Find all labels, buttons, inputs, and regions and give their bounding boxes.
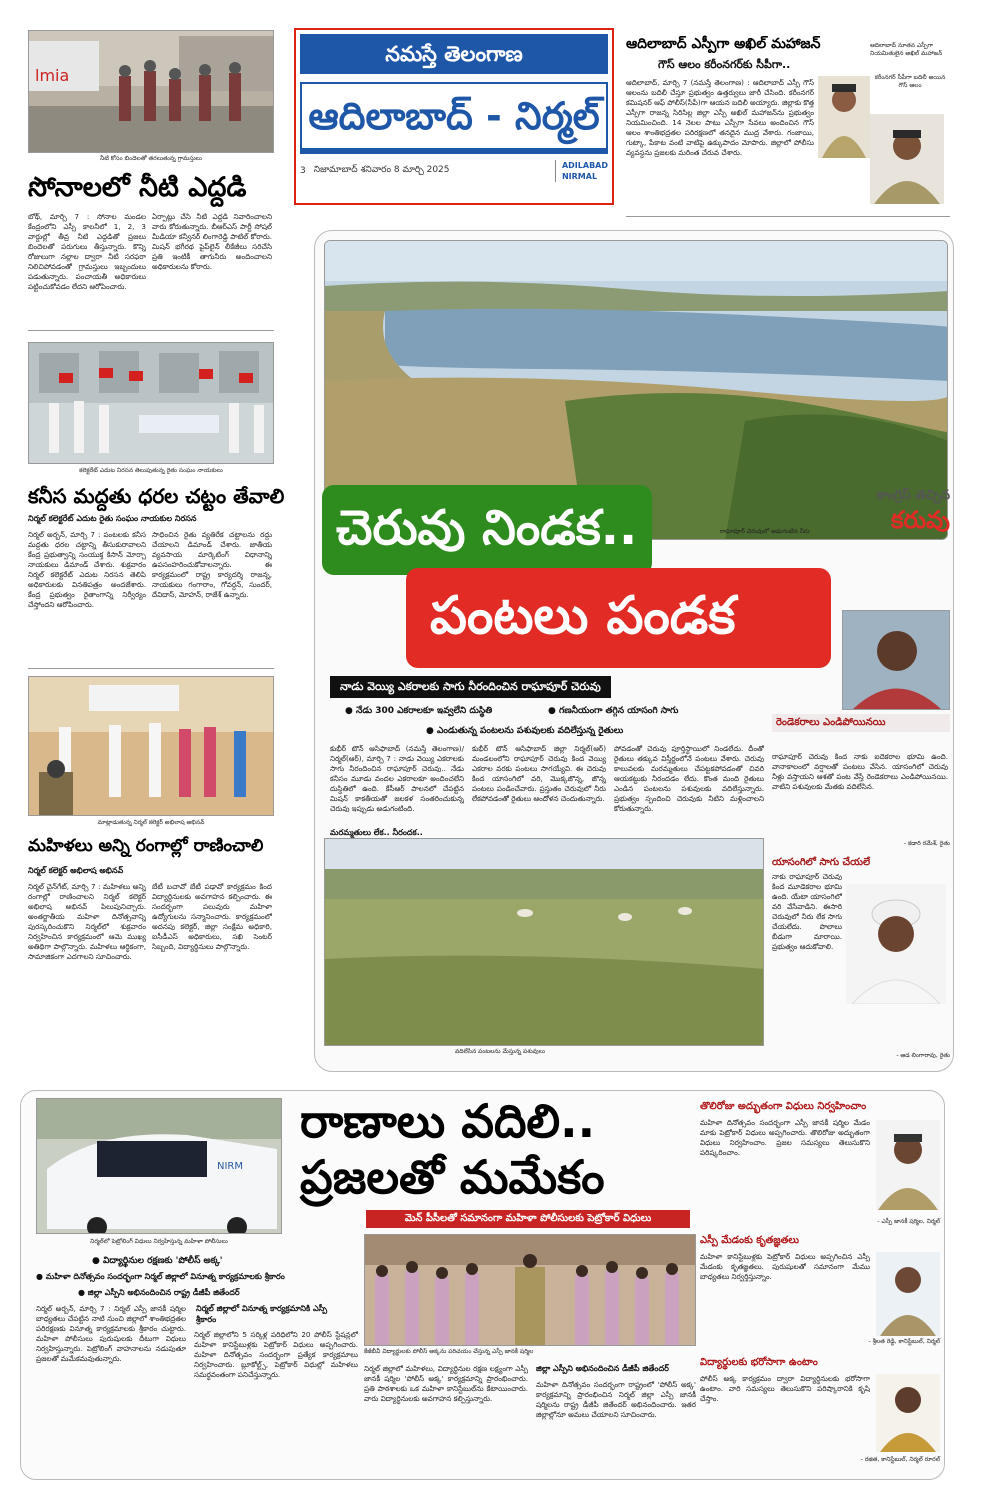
lake-bullet-3: ● ఎండుతున్న పంటలను పశువులకు వదిలేస్తున్న రైతులు <box>426 726 624 736</box>
dateline: నిజామాబాద్ శనివారం 8 మార్చి 2025 <box>313 165 450 175</box>
svg-text:NIRM: NIRM <box>217 1161 244 1172</box>
sp-photo-caption-1: ఆదిలాబాద్ నూతన ఎస్పీగా నియమితులైన అఖిల్ మహాజన్ <box>870 42 943 57</box>
police-photo-caption: నిర్మల్‌లో పెట్రోలింగ్ విధులు నిర్వహిస్తున్న మహిళా పోలీసులు <box>90 1238 228 1245</box>
police-bullet-1: ● విద్యార్థినుల రక్షణకు 'పోలీస్ అక్క' <box>92 1256 223 1266</box>
farmers-photo-caption: కలెక్టరేట్ ఎదుట నిరసన తెలుపుతున్న రైతు సంఘం నాయకులు <box>79 467 223 474</box>
farmers-subhead: నిర్మల్ కలెక్టరేట్ ఎదుట రైతు సంఘం నాయకుల నిరసన <box>28 514 197 523</box>
women-body-1: నిర్మల్ చైన్‌గేట్, మార్చి 7 : మహిళలు అన్ని రంగాల్లో రాణించాలని నిర్మల్ కలెక్టర్ అభిలాష అభినవ్ పిలుపునిచ్చారు. అంతర్జాతీయ మహిళా దినోత్సవాన్ని పురస్కరించుకొని నిర్మల్‌లో శుక్రవారం నిర్వహించిన కార్యక్రమంలో ఆమె ముఖ్య అతిథిగా పాల్గొన్నారు. మహిళలు ఆర్థికంగా, సామాజికంగా ఎదగాలని సూచించారు. <box>28 882 146 961</box>
police-box-3-sign: - రజిత, కానిస్టేబుల్, నిర్మల్ రూరల్ <box>860 1456 940 1463</box>
water-photo-caption: నీటి కోసం బిందెలతో తరలుతున్న గ్రామస్తులు <box>100 155 202 162</box>
police-col-3: నిర్మల్ జిల్లాలో మహిళలు, విద్యార్థినుల రక్షణ లక్ష్యంగా ఎస్పీ జానకీ షర్మిల 'పోలీస్ అక్క' కార్యక్రమాన్ని ప్రారంభించారు. ప్రతి పాఠశాలకు ఒక మహిళా కానిస్టేబుల్‌ను కేటాయించారు. వారు విద్యార్థినులకు అవగాహన కల్పిస్తున్నారు. <box>364 1364 528 1403</box>
badge-line-1: కాంగ్రెస్ తెచ్చిన <box>876 488 950 503</box>
police-bullet-2-text: మహిళా దినోత్సవం సందర్భంగా నిర్మల్ జిల్లాలో వినూత్న కార్యక్రమాలకు శ్రీకారం <box>45 1272 285 1281</box>
lake-bullet-2-text: గణనీయంగా తగ్గిన యాసంగి సాగు <box>559 706 679 716</box>
lake-bullet-1-text: నేడు 300 ఎకరాలకూ ఇవ్వలేని దుస్థితి <box>356 706 493 716</box>
lake-bullet-3-text: ఎండుతున్న పంటలను పశువులకు వదిలేస్తున్న రైతులు <box>437 726 624 736</box>
badge-line-2: కరువు <box>890 506 950 534</box>
police-box-2-head: ఎస్పీ మేడంకు కృతజ్ఞతలు <box>700 1235 799 1246</box>
water-headline: సోనాలలో నీటి ఎద్దడి <box>28 172 247 203</box>
women-body-2: బేటీ బచావో బేటీ పఢావో కార్యక్రమం కింద విద్యార్థినులకు అవగాహన కల్పించారు. ఈ సందర్భంగా పలువురు మహిళా ఉద్యోగులను సన్మానించారు. కార్యక్రమంలో అదనపు కలెక్టర్, జిల్లా సంక్షేమ అధికారి, ఐసీడీఎస్ అధికారులు, సఖి సెంటర్ సిబ్బంది, విద్యార్థినులు పాల్గొన్నారు. <box>152 882 272 951</box>
sp-gaus-photo <box>870 114 944 204</box>
sp-photo-caption-2: కరీంనగర్ సీపీగా బదిలీ అయిన గౌస్ ఆలం <box>874 74 946 89</box>
lake-bullet-1: ● నేడు 300 ఎకరాలకూ ఇవ్వలేని దుస్థితి <box>345 706 493 716</box>
constable-3-photo <box>876 1374 940 1452</box>
lake-col-1: కుభీర్ టౌన్ ఆసిఫాబాద్ (నమస్తే తెలంగాణ)/ నిర్మల్(ఆర్), మార్చి 7 : నాడు వెయ్యి ఎకరాలకు సాగు నీరందించిన రాఘాపూర్ చెరువు.. నేడు కనీసం మూడు వందల ఎకరాలకూ అందించలేని దుస్థితిలో ఉంది. కేసీఆర్ పాలనలో చేపట్టిన మిషన్ కాకతీయతో జలకళ సంతరించుకున్న చెరువు ఇప్పుడు అడుగంటింది. <box>330 744 464 813</box>
lake-headline-1: చెరువు నిండక.. <box>322 485 652 575</box>
masthead <box>294 28 614 205</box>
farmer-2-photo <box>846 884 946 1004</box>
sp-body: ఆదిలాబాద్, మార్చి 7 (నమస్తే తెలంగాణ) : ఆదిలాబాద్ ఎస్పీ గౌస్ ఆలంను బదిలీ చేస్తూ ప్రభుత్వం ఉత్తర్వులు జారీ చేసింది. కరీంనగర్ కమిషనర్ ఆఫ్ పోలీస్(సీపీ)గా ఆయన బదిలీ అయ్యారు. జిల్లాకు కొత్త ఎస్పీగా రాజన్న సిరిసిల్ల జిల్లా ఎస్పీ అఖిల్ మహాజన్‌ను ప్రభుత్వం నియమించింది. 14 నెలల పాటు ఎస్పీగా సేవలు అందించిన గౌస్ ఆలం శాంతిభద్రతల పరిరక్షణలో తనదైన ముద్ర వేశారు. గంజాయి, గుట్కా, పేకాట వంటి వాటిపై ఉక్కుపాదం మోపారు. జిల్లాలో పోలీసు వ్యవస్థను ప్రజలకు మరింత చేరువ చేశారు. <box>626 78 814 157</box>
constable-2-photo <box>876 1252 940 1336</box>
police-col-1: నిర్మల్ అర్బన్, మార్చి 7 : నిర్మల్ ఎస్పీ జానకీ షర్మిల బాధ్యతలు చేపట్టిన నాటి నుంచి జిల్లాలో శాంతిభద్రతల పరిరక్షణకు వినూత్న కార్యక్రమాలకు శ్రీకారం చుట్టారు. మహిళా పోలీసులు పురుషులకు దీటుగా విధులు నిర్వహిస్తున్నారు. పెట్రోలింగ్ వాహనాలను నడుపుతూ ప్రజలతో మమేకమవుతున్నారు. <box>36 1304 186 1363</box>
police-redbar: మెన్ పీసీలతో సమానంగా మహిళా పోలీసులకు పెట్రోకార్ విధులు <box>366 1210 690 1228</box>
police-col-2: నిర్మల్ జిల్లాలోని 5 సర్కిళ్ల పరిధిలోని 20 పోలీస్ స్టేషన్లలో మహిళా కానిస్టేబుళ్లకు పెట్రోకార్ విధులు అప్పగించారు. మహిళా దినోత్సవం సందర్భంగా ప్రత్యేక కార్యక్రమాలు నిర్వహించారు. బ్లూకోల్ట్స్, పెట్రోకార్ విధుల్లో మహిళలు సమర్థవంతంగా పనిచేస్తున్నారు. <box>194 1330 358 1379</box>
police-patrol-photo <box>36 1098 282 1234</box>
students-photo <box>364 1234 696 1346</box>
constable-1-photo <box>876 1120 940 1210</box>
edition-en-line1: ADILABAD <box>561 161 608 170</box>
masthead-dateline-row <box>300 160 608 182</box>
masthead-edition: ఆదిలాబాద్ - నిర్మల్ <box>300 82 608 154</box>
lake-col-1-sub: మరమ్మతులు లేక.. నీరందక.. <box>330 828 423 837</box>
police-bullet-2: ● మహిళా దినోత్సవం సందర్భంగా నిర్మల్ జిల్లాలో వినూత్న కార్యక్రమాలకు శ్రీకారం <box>36 1272 285 1281</box>
police-bullet-3: ● జిల్లా ఎస్పీని అభినందించిన రాష్ట్ర డీజీపీ జితేందర్ <box>78 1288 240 1297</box>
masthead-brand: నమస్తే తెలంగాణ <box>300 34 608 74</box>
women-day-photo <box>28 676 274 816</box>
cattle-grazing-photo <box>324 838 764 1046</box>
lake-tagline: నాడు వెయ్యి ఎకరాలకు సాగు నీరందించిన రాఘాపూర్ చెరువు <box>330 676 611 698</box>
police-col-4: మహిళా దినోత్సవం సందర్భంగా రాష్ట్రంలో 'పోలీస్ అక్క' కార్యక్రమాన్ని ప్రారంభించిన నిర్మల్ జిల్లా ఎస్పీ జానకీ షర్మిలను రాష్ట్ర డీజీపీ జితేందర్ అభినందించారు. ఇతర జిల్లాల్లోనూ అమలు చేయాలని సూచించారు. <box>536 1380 696 1419</box>
farmers-body-1: నిర్మల్ అర్బన్, మార్చి 7 : పంటలకు కనీస మద్దతు ధరల చట్టాన్ని తీసుకురావాలని కేంద్ర ప్రభుత్వాన్ని సంయుక్త కిసాన్ మోర్చా నాయకులు డిమాండ్ చేశారు. శుక్రవారం నిర్మల్ కలెక్టరేట్ ఎదుట నిరసన తెలిపి అధికారులకు వినతిపత్రం అందజేశారు. కేంద్ర ప్రభుత్వం రైతాంగాన్ని నిర్వీర్యం చేస్తోందని ఆరోపించారు. <box>28 530 146 609</box>
students-photo-caption: కేజీబీవీ విద్యార్థులకు పోలీస్ అక్కను పరిచయం చేస్తున్న ఎస్పీ జానకీ షర్మిల <box>364 1348 534 1355</box>
page-number: 3 <box>300 166 306 176</box>
lake-photo-caption: రాఘాపూర్ చెరువులో అడుగంటిన నీరు <box>720 528 810 535</box>
water-body-2: ఏర్పాట్లు చేసి నీటి ఎద్దడి నివారించాలని వారు కోరుతున్నారు. బీఆర్ఎస్ పార్టీ సోషల్ మీడియా కన్వీనర్ లింగారెడ్డి పాటిల్ కోరారు. మిషన్ భగీరథ పైప్‌లైన్ లీకేజీలు సరిచేసి ప్రతి ఇంటికీ తాగునీరు అందించాలని అధికారులను కోరారు. <box>152 212 272 271</box>
farmer-1-head-text: రెండెకరాలు ఎండిపోయినయి <box>776 717 886 728</box>
sp-subhead: గౌస్ ఆలం కరీంనగర్‌కు సీపీగా.. <box>658 58 791 71</box>
divider <box>626 216 950 217</box>
sp-akhil-photo <box>818 76 870 158</box>
women-photo-caption: మాట్లాడుతున్న నిర్మల్ కలెక్టర్ అభిలాష అభినవ్ <box>97 819 205 826</box>
water-crisis-photo <box>28 30 274 153</box>
farmer-1-quote: రాఘాపూర్ చెరువు కింద నాకు ఐదెకరాల భూమి ఉంది. వానాకాలంలో వర్షాలతో పంటలు వేసిన. యాసంగిలో చెరువు నీళ్లు వస్తాయని ఆశతో పంట వేస్తే రెండెకరాలు ఎండిపోయినయి. వాటిని పశువులకు మేతకు వదిలేసిన. <box>772 752 948 791</box>
farmer-1-sign: - కడారి రమేశ్, రైతు <box>903 840 950 847</box>
farmer-1-photo <box>842 610 950 710</box>
police-box-2-sign: - శ్రీలత రెడ్డి, కానిస్టేబుల్, నిర్మల్ <box>868 1338 940 1345</box>
divider <box>28 668 274 669</box>
lake-col-3: పోవడంతో చెరువు పూర్తిస్థాయిలో నిండలేదు. దీంతో రైతులు తక్కువ విస్తీర్ణంలోనే పంటలు వేశారు. చెరువు కాలువలకు మరమ్మతులు చేపట్టకపోవడంతో చివరి ఆయకట్టుకు నీరందడం లేదు. కొంత మంది రైతులు ఎండిన పంటలను పశువులకు వదిలేస్తున్నారు. ప్రభుత్వం స్పందించి చెరువుకు నీటిని మళ్లించాలని కోరుతున్నారు. <box>614 744 764 813</box>
svg-text:lmia: lmia <box>35 66 70 85</box>
police-bullet-4-text: నిర్మల్ జిల్లాలో వినూత్న కార్యక్రమానికి ఎస్పీ శ్రీకారం <box>196 1304 328 1324</box>
police-box-2-body: మహిళా కానిస్టేబుళ్లకు పెట్రోకార్ విధులు అప్పగించిన ఎస్పీ మేడంకు కృతజ్ఞతలు. పురుషులతో సమానంగా మేము బాధ్యతలు నిర్వర్తిస్తున్నాం. <box>700 1252 870 1281</box>
sp-headline: ఆదిలాబాద్ ఎస్పీగా అఖిల్ మహాజన్ <box>626 36 821 52</box>
congress-drought-badge <box>818 488 950 544</box>
police-box-1-sign: - ఎస్పీ జానకీ షర్మిల, నిర్మల్ <box>877 1218 940 1225</box>
police-headline-1: రాణాలు వదిలి.. <box>300 1094 596 1148</box>
women-subhead: నిర్మల్ కలెక్టర్ అభిలాష అభినవ్ <box>28 866 124 875</box>
police-box-1-head: తొలిరోజు అద్భుతంగా విధులు నిర్వహించాం <box>700 1101 867 1112</box>
farmer-2-quote: నాకు రాఘాపూర్ చెరువు కింద మూడెకరాల భూమి ఉంది. యేటా యాసంగిలో వరి వేసేవాడిని. ఈసారి చెరువులో నీరు లేక సాగు చేయలేదు. పొలాలు బీడుగా మారాయి. ప్రభుత్వం ఆదుకోవాలి. <box>772 872 842 951</box>
police-bullet-4 <box>196 1304 346 1326</box>
police-col-4-sub: జిల్లా ఎస్పీని అభినందించిన డీజీపీ జితేందర్ <box>536 1364 669 1373</box>
lake-headline-2: పంటలు పండక <box>406 568 831 668</box>
police-box-3-body: పోలీస్ అక్క కార్యక్రమం ద్వారా విద్యార్థినులకు భరోసాగా ఉంటాం. వారి సమస్యలు తెలుసుకొని పరిష్కారానికి కృషి చేస్తాం. <box>700 1374 870 1403</box>
farmers-body-2: సాధించిన రైతు వ్యతిరేక చట్టాలను రద్దు చేయాలని డిమాండ్ చేశారు. జాతీయ వ్యవసాయ మార్కెటింగ్ విధానాన్ని ఉపసంహరించుకోవాలన్నారు. ఈ కార్యక్రమంలో రాష్ట్ర కార్యదర్శి రాజన్న, నాయకులు గంగారాం, గోవర్ధన్, సుందర్, దేవిదాస్, మోహన్, రాజేశ్ ఉన్నారు. <box>152 530 272 599</box>
police-headline-2: ప్రజలతో మమేకం <box>300 1150 605 1204</box>
police-bullet-1-text: విద్యార్థినుల రక్షణకు 'పోలీస్ అక్క' <box>103 1256 223 1266</box>
edition-en-line2: NIRMAL <box>561 172 598 181</box>
women-headline: మహిళలు అన్ని రంగాల్లో రాణించాలి <box>28 836 264 856</box>
police-box-1-body: మహిళా దినోత్సవం సందర్భంగా ఎస్పీ జానకీ షర్మిల మేడం మాకు పెట్రోకార్ విధులు అప్పగించారు. తొలిరోజు అద్భుతంగా విధులు నిర్వహించాం. ప్రజల సమస్యలు తెలుసుకొని పరిష్కరించాం. <box>700 1118 870 1157</box>
farmer-1-head <box>772 714 950 732</box>
lake-bullet-2: ● గణనీయంగా తగ్గిన యాసంగి సాగు <box>548 706 679 716</box>
cattle-photo-caption: వదిలేసిన పంటలను మేస్తున్న పశువులు <box>455 1048 545 1055</box>
farmer-2-head: యాసంగిలో సాగు చేయలే <box>772 857 871 868</box>
water-body-1: బోథ్, మార్చి 7 : సోనాల మండల కేంద్రంలోని ఎస్సీ కాలనీలో 1, 2, 3 వార్డుల్లో తీవ్ర నీటి ఎద్దడితో ప్రజలు బిందెలతో పరుగులు తీస్తున్నారు. కొన్ని రోజులుగా నల్లాల ద్వారా నీటి సరఫరా నిలిచిపోవడంతో గ్రామస్తులు ఇబ్బందులు పడుతున్నారు. పంచాయతీ అధికారులు పట్టించుకోవడం లేదని ఆరోపించారు. <box>28 212 146 291</box>
edition-en <box>555 160 608 182</box>
police-bullet-3-text: జిల్లా ఎస్పీని అభినందించిన రాష్ట్ర డీజీపీ జితేందర్ <box>87 1288 240 1297</box>
farmers-protest-photo <box>28 342 274 464</box>
farmers-headline: కనీస మద్దతు ధరల చట్టం తేవాలి <box>28 484 285 508</box>
divider <box>28 330 274 331</box>
police-box-3-head: విద్యార్థులకు భరోసాగా ఉంటాం <box>700 1357 818 1368</box>
lake-col-2: కుభీర్ టౌన్ ఆసిఫాబాద్ జిల్లా నిర్మల్(ఆర్) మండలంలోని రాఘాపూర్ చెరువు కింద వెయ్యి ఎకరాల వరకు పంటలు సాగయ్యేవి. ఈ చెరువు కింద యాసంగిలో వరి, మొక్కజొన్న, జొన్న పంటలు పండించేవారు. ప్రస్తుతం చెరువులో నీరు లేకపోవడంతో రైతులు ఆందోళన చెందుతున్నారు. <box>472 744 606 803</box>
farmer-2-sign: - ఆడ లింగారావు, రైతు <box>896 1052 950 1059</box>
